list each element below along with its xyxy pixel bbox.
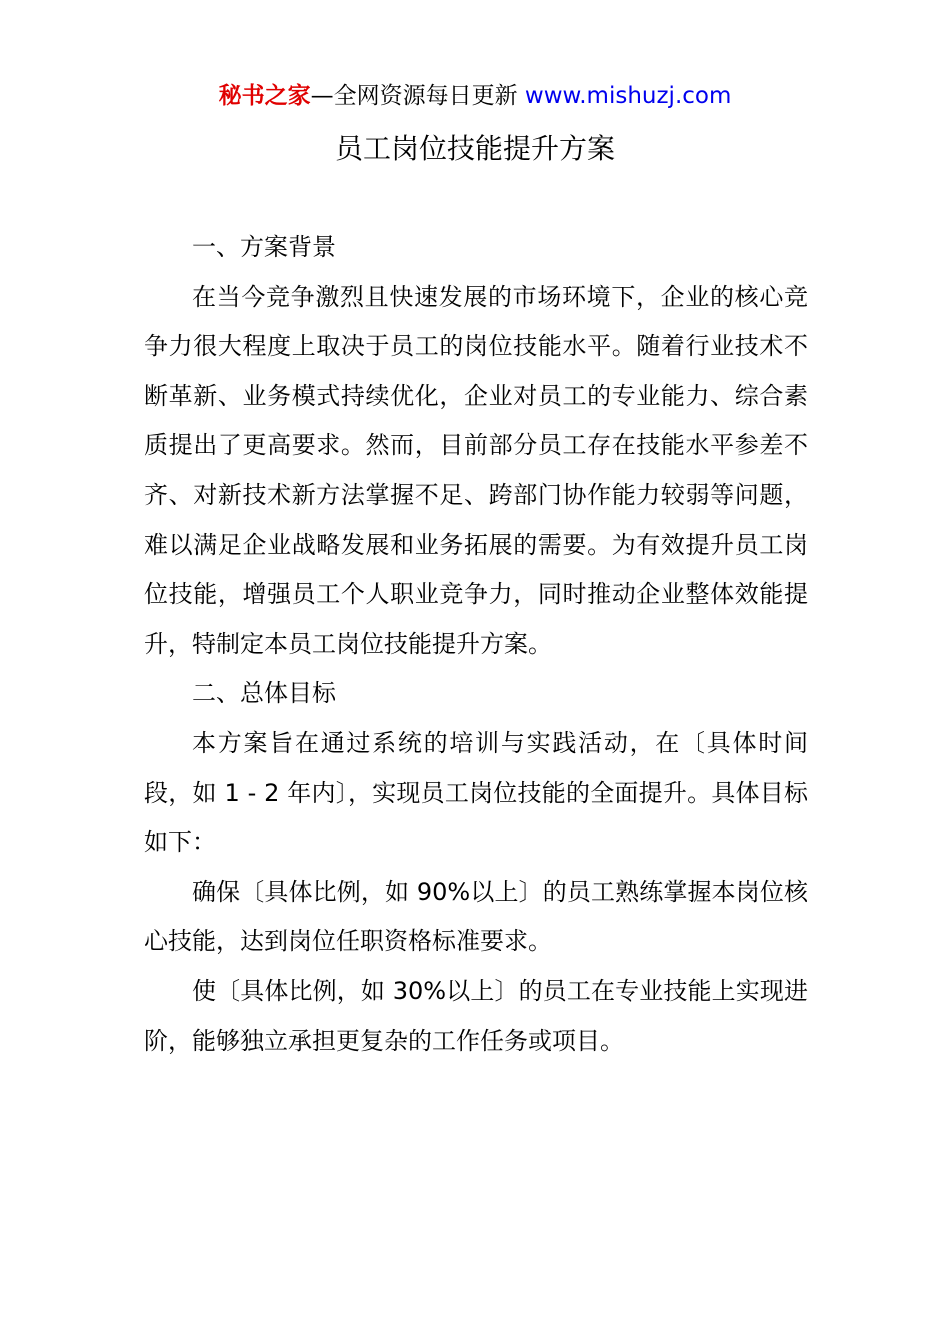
document-title: 员工岗位技能提升方案	[334, 132, 615, 165]
paragraph-goals: 本方案旨在通过系统的培训与实践活动，在〔具体时间段，如 1 - 2 年内〕，实现员工岗位技能的全面提升。具体目标如下：	[144, 728, 808, 857]
header-tagline: —全网资源每日更新	[310, 83, 525, 109]
section-heading-background: 一、方案背景	[192, 233, 336, 261]
site-header	[0, 80, 950, 112]
document-body	[144, 223, 808, 1066]
paragraph-background: 在当今竞争激烈且快速发展的市场环境下，企业的核心竞争力很大程度上取决于员工的岗位技能水平。随着行业技术不断革新、业务模式持续优化，企业对员工的专业能力、综合素质提出了更高要求。然而，目前部分员工存在技能水平参差不齐、对新技术新方法掌握不足、跨部门协作能力较弱等问题，难以满足企业战略发展和业务拓展的需要。为有效提升员工岗位技能，增强员工个人职业竞争力，同时推动企业整体效能提升，特制定本员工岗位技能提升方案。	[144, 282, 808, 658]
goal-item-2: 使〔具体比例，如 30%以上〕的员工在专业技能上实现进阶，能够独立承担更复杂的工作任务或项目。	[144, 976, 808, 1055]
brand-name: 秘书之家	[218, 83, 311, 109]
goal-item-1: 确保〔具体比例，如 90%以上〕的员工熟练掌握本岗位核心技能，达到岗位任职资格标准要求。	[144, 877, 808, 956]
site-url-link[interactable]: www.mishuzj.com	[524, 83, 732, 109]
section-heading-goals: 二、总体目标	[192, 679, 336, 708]
